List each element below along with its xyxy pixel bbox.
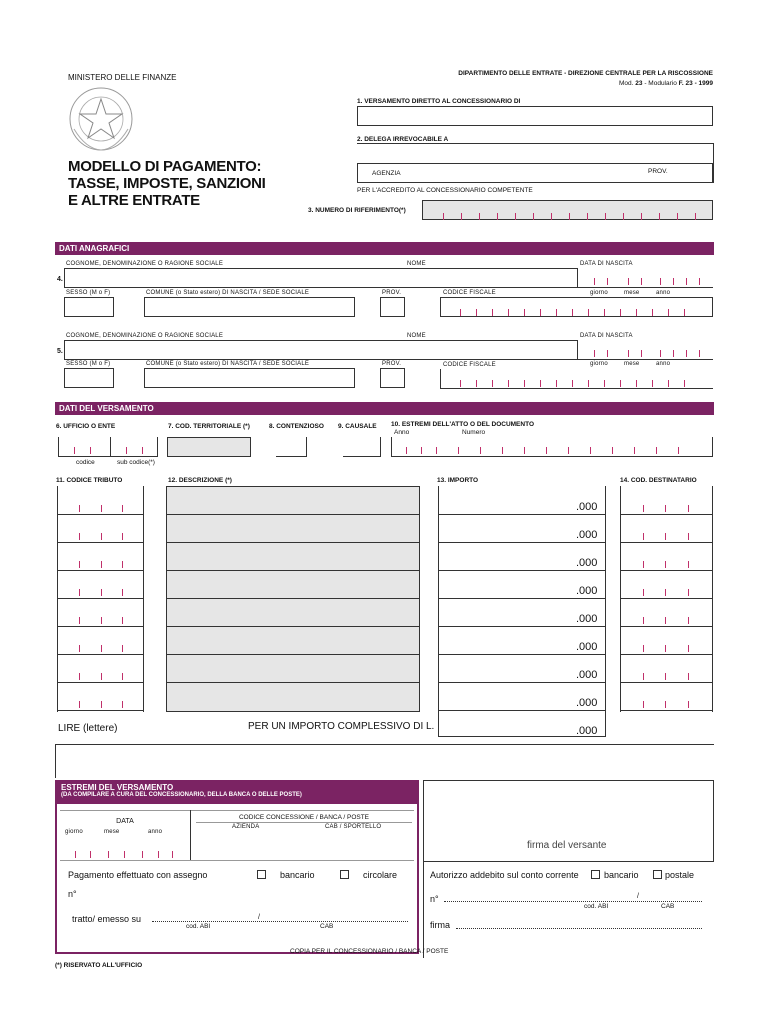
digit-separator bbox=[643, 561, 644, 568]
ufficio-field[interactable] bbox=[58, 437, 158, 457]
digit-separator bbox=[652, 380, 653, 387]
digit-separator bbox=[458, 447, 459, 454]
rule-line bbox=[57, 682, 144, 683]
importo-label: 13. IMPORTO bbox=[437, 477, 479, 484]
digit-separator bbox=[79, 673, 80, 680]
digit-separator bbox=[656, 447, 657, 454]
addebito-bancario-label: bancario bbox=[604, 870, 639, 880]
importo-row-4[interactable]: .000 bbox=[576, 585, 598, 597]
digit-separator bbox=[74, 447, 75, 454]
rule-line bbox=[57, 598, 144, 599]
digit-separator bbox=[628, 350, 629, 357]
ufficio-label: 6. UFFICIO O ENTE bbox=[56, 423, 116, 430]
model-code: Mod. 23 - Modulario F. 23 - 1999 bbox=[619, 80, 713, 87]
rule-line bbox=[57, 486, 58, 712]
digit-separator bbox=[101, 645, 102, 652]
cognome-label-5: COGNOME, DENOMINAZIONE O RAGIONE SOCIALE bbox=[66, 333, 224, 339]
digit-separator bbox=[678, 447, 679, 454]
digit-separator bbox=[643, 673, 644, 680]
digit-separator bbox=[406, 447, 407, 454]
digit-separator bbox=[684, 380, 685, 387]
digit-separator bbox=[699, 278, 700, 285]
rule-line bbox=[423, 780, 714, 781]
rule-line bbox=[57, 570, 144, 571]
digit-separator bbox=[79, 533, 80, 540]
digit-separator bbox=[540, 380, 541, 387]
digit-separator bbox=[101, 673, 102, 680]
digit-separator bbox=[79, 505, 80, 512]
rule-line bbox=[166, 598, 420, 599]
rule-line bbox=[620, 486, 621, 712]
anno-label: Anno bbox=[394, 429, 410, 436]
digit-separator bbox=[686, 278, 687, 285]
rule-line bbox=[605, 486, 606, 736]
rule-line bbox=[110, 437, 111, 457]
digit-separator bbox=[673, 350, 674, 357]
tratto-cab-label: CAB bbox=[320, 923, 334, 930]
importo-row-2[interactable]: .000 bbox=[576, 529, 598, 541]
digit-separator bbox=[587, 213, 588, 220]
rule-line bbox=[438, 710, 606, 711]
digit-separator bbox=[588, 380, 589, 387]
digit-separator bbox=[172, 851, 173, 858]
digit-separator bbox=[546, 447, 547, 454]
digit-separator bbox=[101, 533, 102, 540]
digit-separator bbox=[492, 380, 493, 387]
lire-lettere-label: LIRE (lettere) bbox=[58, 723, 118, 734]
rule-line bbox=[620, 514, 713, 515]
cod-territoriale-label: 7. COD. TERRITORIALE (*) bbox=[168, 423, 250, 430]
importo-complessivo-label: PER UN IMPORTO COMPLESSIVO DI L. bbox=[248, 721, 435, 732]
importo-row-3[interactable]: .000 bbox=[576, 557, 598, 569]
estremi-header bbox=[55, 780, 419, 804]
digit-separator bbox=[572, 309, 573, 316]
digit-separator bbox=[688, 505, 689, 512]
contenzioso-label: 8. CONTENZIOSO bbox=[269, 423, 324, 430]
addebito-bancario-checkbox[interactable] bbox=[591, 870, 600, 879]
digit-separator bbox=[533, 213, 534, 220]
digit-separator bbox=[79, 561, 80, 568]
rule-line bbox=[190, 810, 191, 860]
rule-line bbox=[166, 570, 420, 571]
sub-codice-label: sub codice(*) bbox=[117, 459, 155, 466]
cf-label-5: CODICE FISCALE bbox=[443, 362, 496, 368]
codice-tributo-label: 11. CODICE TRIBUTO bbox=[56, 477, 123, 484]
rule-line bbox=[57, 542, 144, 543]
rule-line bbox=[166, 514, 420, 515]
digit-separator bbox=[688, 617, 689, 624]
digit-separator bbox=[90, 851, 91, 858]
digit-separator bbox=[623, 213, 624, 220]
digit-separator bbox=[665, 617, 666, 624]
digit-separator bbox=[556, 380, 557, 387]
digit-separator bbox=[79, 701, 80, 708]
digit-separator bbox=[460, 309, 461, 316]
assegno-numero-label: n° bbox=[68, 889, 77, 899]
importo-row-7[interactable]: .000 bbox=[576, 669, 598, 681]
cognome-label-4: COGNOME, DENOMINAZIONE O RAGIONE SOCIALE bbox=[66, 261, 224, 267]
prov-field-4[interactable] bbox=[380, 297, 405, 317]
tratto-field[interactable] bbox=[152, 921, 408, 922]
digit-separator bbox=[122, 701, 123, 708]
digit-separator bbox=[688, 701, 689, 708]
rule-line bbox=[196, 822, 412, 823]
rule-line bbox=[423, 780, 424, 958]
rule-line bbox=[438, 486, 439, 736]
digit-separator bbox=[688, 589, 689, 596]
digit-separator bbox=[665, 589, 666, 596]
estremi-subtitle: (DA COMPILARE A CURA DEL CONCESSIONARIO, DELLA BANCA O DELLE POSTE) bbox=[61, 792, 302, 798]
rule-line bbox=[620, 710, 713, 711]
codice-fiscale-field-4[interactable] bbox=[440, 297, 713, 317]
autorizzo-addebito-label: Autorizzo addebito sul conto corrente bbox=[430, 870, 579, 880]
azienda-label: AZIENDA bbox=[232, 824, 260, 830]
sesso-field-4[interactable] bbox=[64, 297, 114, 317]
rule-line bbox=[713, 143, 714, 183]
versamento-section-bar: DATI DEL VERSAMENTO bbox=[55, 402, 714, 415]
rule-line bbox=[712, 486, 713, 712]
digit-separator bbox=[665, 645, 666, 652]
assegno-circolare-label: circolare bbox=[363, 870, 398, 880]
digit-separator bbox=[688, 673, 689, 680]
comune-field-5[interactable] bbox=[144, 368, 355, 388]
anno-label-4: anno bbox=[656, 290, 671, 296]
prov-label-4: PROV. bbox=[382, 290, 402, 296]
digit-separator bbox=[684, 309, 685, 316]
rule-line bbox=[438, 570, 606, 571]
digit-separator bbox=[569, 213, 570, 220]
digit-separator bbox=[594, 350, 595, 357]
prov-label-5: PROV. bbox=[382, 361, 402, 367]
descrizione-label: 12. DESCRIZIONE (*) bbox=[168, 477, 232, 484]
prov-label: PROV. bbox=[648, 168, 668, 175]
digit-separator bbox=[508, 380, 509, 387]
importo-row-5[interactable]: .000 bbox=[576, 613, 598, 625]
digit-separator bbox=[673, 278, 674, 285]
digit-separator bbox=[686, 350, 687, 357]
digit-separator bbox=[101, 589, 102, 596]
rule-line bbox=[143, 486, 144, 712]
rule-line bbox=[620, 654, 713, 655]
form-title: MODELLO DI PAGAMENTO: TASSE, IMPOSTE, SANZIONI E ALTRE ENTRATE bbox=[68, 158, 266, 209]
accredito-label: PER L'ACCREDITO AL CONCESSIONARIO COMPETENTE bbox=[357, 187, 533, 194]
digit-separator bbox=[643, 589, 644, 596]
sesso-field-5[interactable] bbox=[64, 368, 114, 388]
versamento-diretto-label: 1. VERSAMENTO DIRETTO AL CONCESSIONARIO DI bbox=[357, 98, 521, 105]
digit-separator bbox=[643, 617, 644, 624]
estremi-mese-label: mese bbox=[104, 829, 120, 835]
rule-line bbox=[60, 810, 414, 811]
giorno-label-4: giorno bbox=[590, 290, 608, 296]
digit-separator bbox=[605, 213, 606, 220]
digit-separator bbox=[643, 645, 644, 652]
importo-totale[interactable]: .000 bbox=[576, 725, 598, 737]
cod-territoriale-field[interactable] bbox=[167, 437, 251, 457]
digit-separator bbox=[641, 350, 642, 357]
cf-label-4: CODICE FISCALE bbox=[443, 290, 496, 296]
digit-separator bbox=[436, 447, 437, 454]
causale-label: 9. CAUSALE bbox=[338, 423, 377, 430]
digit-separator bbox=[101, 505, 102, 512]
rule-line bbox=[713, 780, 714, 862]
cod-destinatario-label: 14. COD. DESTINATARIO bbox=[620, 477, 697, 484]
rule-line bbox=[620, 626, 713, 627]
data-nascita-label-4: DATA DI NASCITA bbox=[580, 261, 633, 267]
rule-line bbox=[438, 542, 606, 543]
data-label: DATA bbox=[116, 818, 134, 825]
comune-label-5: COMUNE (o Stato estero) DI NASCITA / SEDE SOCIALE bbox=[146, 361, 310, 367]
ministry-name: MINISTERO DELLE FINANZE bbox=[68, 73, 177, 82]
digit-separator bbox=[443, 213, 444, 220]
conto-numero-field[interactable] bbox=[444, 901, 702, 902]
digit-separator bbox=[643, 505, 644, 512]
digit-separator bbox=[634, 447, 635, 454]
conto-cod-abi-label: cod. ABI bbox=[584, 903, 609, 910]
digit-separator bbox=[660, 278, 661, 285]
digit-separator bbox=[636, 309, 637, 316]
digit-separator bbox=[604, 309, 605, 316]
digit-separator bbox=[620, 380, 621, 387]
digit-separator bbox=[492, 309, 493, 316]
estremi-giorno-label: giorno bbox=[65, 829, 83, 835]
digit-separator bbox=[480, 447, 481, 454]
rule-line bbox=[276, 456, 307, 457]
cab-sportello-label: CAB / SPORTELLO bbox=[325, 824, 382, 830]
rule-line bbox=[57, 626, 144, 627]
rule-line bbox=[438, 626, 606, 627]
digit-separator bbox=[502, 447, 503, 454]
digit-separator bbox=[421, 447, 422, 454]
descrizione-field[interactable] bbox=[166, 486, 420, 712]
rule-line bbox=[166, 654, 420, 655]
rule-line bbox=[620, 570, 713, 571]
anagrafici-section-bar: DATI ANAGRAFICI bbox=[55, 242, 714, 255]
nome-label-5: NOME bbox=[407, 333, 426, 339]
digit-separator bbox=[665, 701, 666, 708]
codice-fiscale-field-5[interactable] bbox=[440, 369, 713, 389]
digit-separator bbox=[122, 505, 123, 512]
assegno-circolare-checkbox[interactable] bbox=[340, 870, 349, 879]
digit-separator bbox=[628, 278, 629, 285]
mese-label-5: mese bbox=[624, 361, 640, 367]
digit-separator bbox=[620, 309, 621, 316]
digit-separator bbox=[572, 380, 573, 387]
digit-separator bbox=[476, 309, 477, 316]
digit-separator bbox=[665, 561, 666, 568]
rule-line bbox=[438, 598, 606, 599]
digit-separator bbox=[688, 561, 689, 568]
riferimento-label: 3. NUMERO DI RIFERIMENTO(*) bbox=[308, 207, 406, 214]
repubblica-emblem-icon bbox=[66, 84, 136, 154]
digit-separator bbox=[652, 309, 653, 316]
digit-separator bbox=[101, 561, 102, 568]
digit-separator bbox=[158, 851, 159, 858]
digit-separator bbox=[75, 851, 76, 858]
prov-field-5[interactable] bbox=[380, 368, 405, 388]
estremi-title: ESTREMI DEL VERSAMENTO bbox=[61, 783, 174, 792]
assegno-bancario-checkbox[interactable] bbox=[257, 870, 266, 879]
conto-numero-label: n° bbox=[430, 894, 439, 904]
digit-separator bbox=[665, 533, 666, 540]
comune-label-4: COMUNE (o Stato estero) DI NASCITA / SEDE SOCIALE bbox=[146, 290, 310, 296]
digit-separator bbox=[126, 447, 127, 454]
addebito-postale-checkbox[interactable] bbox=[653, 870, 662, 879]
digit-separator bbox=[460, 380, 461, 387]
importo-row-6[interactable]: .000 bbox=[576, 641, 598, 653]
rule-line bbox=[620, 598, 713, 599]
digit-separator bbox=[695, 213, 696, 220]
department-name: DIPARTIMENTO DELLE ENTRATE - DIREZIONE CENTRALE PER LA RISCOSSIONE bbox=[458, 70, 713, 77]
tratto-label: tratto/ emesso su bbox=[72, 914, 142, 924]
causale-field[interactable] bbox=[343, 437, 381, 457]
rule-line bbox=[357, 143, 713, 144]
rule-line bbox=[423, 861, 714, 862]
digit-separator bbox=[508, 309, 509, 316]
rule-line bbox=[620, 542, 713, 543]
digit-separator bbox=[540, 309, 541, 316]
digit-separator bbox=[524, 380, 525, 387]
estremi-atto-label: 10. ESTREMI DELL'ATTO O DEL DOCUMENTO bbox=[391, 421, 534, 428]
digit-separator bbox=[588, 309, 589, 316]
digit-separator bbox=[79, 617, 80, 624]
digit-separator bbox=[607, 350, 608, 357]
importo-row-1[interactable]: .000 bbox=[576, 501, 598, 513]
digit-separator bbox=[641, 278, 642, 285]
firma-versante-label: firma del versante bbox=[527, 840, 607, 851]
person-number-4: 4. bbox=[57, 276, 63, 283]
digit-separator bbox=[122, 533, 123, 540]
digit-separator bbox=[515, 213, 516, 220]
rule-line bbox=[438, 654, 606, 655]
digit-separator bbox=[122, 589, 123, 596]
sesso-label-4: SESSO (M o F) bbox=[66, 290, 111, 296]
importo-row-8[interactable]: .000 bbox=[576, 697, 598, 709]
rule-line bbox=[57, 710, 144, 711]
digit-separator bbox=[612, 447, 613, 454]
rule-line bbox=[438, 514, 606, 515]
digit-separator bbox=[101, 701, 102, 708]
digit-separator bbox=[79, 589, 80, 596]
agenzia-label: AGENZIA bbox=[372, 170, 401, 177]
digit-separator bbox=[524, 447, 525, 454]
digit-separator bbox=[590, 447, 591, 454]
rule-line bbox=[620, 682, 713, 683]
digit-separator bbox=[668, 309, 669, 316]
data-nascita-label-5: DATA DI NASCITA bbox=[580, 333, 633, 339]
cognome-nome-field-5[interactable] bbox=[64, 340, 578, 360]
digit-separator bbox=[122, 617, 123, 624]
comune-field-4[interactable] bbox=[144, 297, 355, 317]
digit-separator bbox=[643, 701, 644, 708]
rule-line bbox=[438, 682, 606, 683]
digit-separator bbox=[643, 533, 644, 540]
digit-separator bbox=[90, 447, 91, 454]
anno-label-5: anno bbox=[656, 361, 671, 367]
digit-separator bbox=[479, 213, 480, 220]
digit-separator bbox=[688, 645, 689, 652]
digit-separator bbox=[604, 380, 605, 387]
nome-label-4: NOME bbox=[407, 261, 426, 267]
riferimento-field[interactable] bbox=[422, 200, 713, 220]
rule-line bbox=[57, 514, 144, 515]
digit-separator bbox=[551, 213, 552, 220]
rule-line bbox=[166, 682, 420, 683]
mese-label-4: mese bbox=[624, 290, 640, 296]
concessionario-field[interactable] bbox=[357, 106, 713, 126]
estremi-atto-field[interactable] bbox=[391, 437, 713, 457]
digit-separator bbox=[594, 278, 595, 285]
delega-label: 2. DELEGA IRREVOCABILE A bbox=[357, 136, 449, 143]
digit-separator bbox=[142, 447, 143, 454]
rule-line bbox=[166, 626, 420, 627]
lire-lettere-field[interactable] bbox=[55, 744, 714, 778]
rule-line bbox=[57, 654, 144, 655]
codice-concessione-label: CODICE CONCESSIONE / BANCA / POSTE bbox=[238, 814, 370, 821]
conto-cab-label: CAB bbox=[661, 903, 675, 910]
digit-separator bbox=[641, 213, 642, 220]
digit-separator bbox=[524, 309, 525, 316]
sesso-label-5: SESSO (M o F) bbox=[66, 361, 111, 367]
rule-line bbox=[578, 359, 713, 360]
digit-separator bbox=[660, 350, 661, 357]
digit-separator bbox=[607, 278, 608, 285]
digit-separator bbox=[461, 213, 462, 220]
digit-separator bbox=[124, 851, 125, 858]
digit-separator bbox=[699, 350, 700, 357]
digit-separator bbox=[122, 673, 123, 680]
riservato-label: (*) RISERVATO ALL'UFFICIO bbox=[55, 962, 143, 969]
digit-separator bbox=[108, 851, 109, 858]
rule-line bbox=[578, 287, 713, 288]
digit-separator bbox=[122, 645, 123, 652]
giorno-label-5: giorno bbox=[590, 361, 608, 367]
digit-separator bbox=[497, 213, 498, 220]
digit-separator bbox=[665, 505, 666, 512]
estremi-panel bbox=[55, 780, 419, 954]
cognome-nome-field-4[interactable] bbox=[64, 268, 578, 288]
codice-label: codice bbox=[76, 459, 95, 466]
digit-separator bbox=[568, 447, 569, 454]
firma-field[interactable] bbox=[456, 928, 702, 929]
digit-separator bbox=[79, 645, 80, 652]
pagamento-assegno-label: Pagamento effettuato con assegno bbox=[68, 870, 208, 880]
rule-line bbox=[440, 388, 713, 389]
digit-separator bbox=[636, 380, 637, 387]
digit-separator bbox=[665, 673, 666, 680]
digit-separator bbox=[122, 561, 123, 568]
person-number-5: 5. bbox=[57, 348, 63, 355]
firma-label: firma bbox=[430, 920, 450, 930]
digit-separator bbox=[142, 851, 143, 858]
digit-separator bbox=[101, 617, 102, 624]
digit-separator bbox=[556, 309, 557, 316]
digit-separator bbox=[476, 380, 477, 387]
digit-separator bbox=[668, 380, 669, 387]
digit-separator bbox=[688, 533, 689, 540]
tratto-cod-abi-label: cod. ABI bbox=[186, 923, 211, 930]
assegno-bancario-label: bancario bbox=[280, 870, 315, 880]
digit-separator bbox=[677, 213, 678, 220]
numero-label: Numero bbox=[462, 429, 486, 436]
addebito-postale-label: postale bbox=[665, 870, 695, 880]
estremi-anno-label: anno bbox=[148, 829, 163, 835]
rule-line bbox=[306, 437, 307, 457]
copia-label: COPIA PER IL CONCESSIONARIO / BANCA / POSTE bbox=[290, 948, 449, 955]
rule-line bbox=[166, 542, 420, 543]
rule-line bbox=[60, 860, 414, 861]
digit-separator bbox=[659, 213, 660, 220]
